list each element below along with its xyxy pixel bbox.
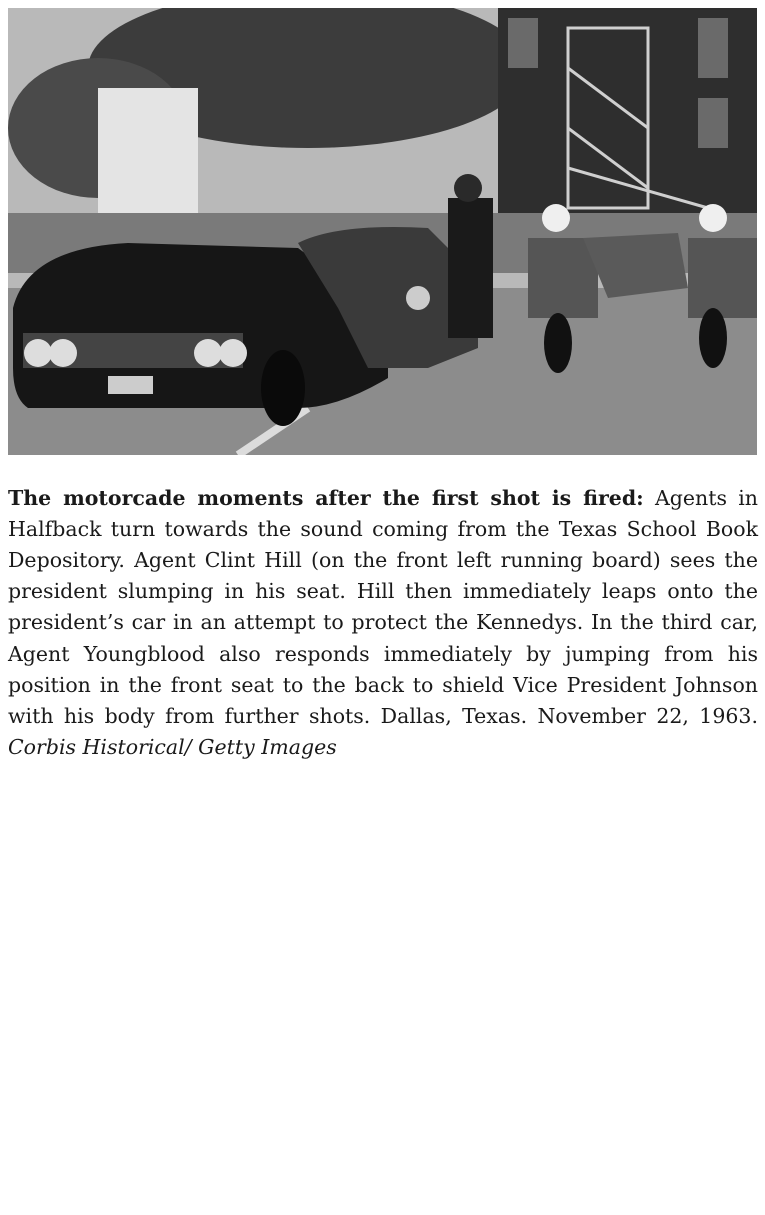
caption-credit: Corbis Historical/ Getty Images [8, 735, 337, 760]
motorcade-photo [8, 8, 757, 455]
caption-body: Agents in Halfback turn towards the sound coming from the Texas School Book Depository. Agent Clint Hill (on the front left running board) sees the president slumping in his seat. Hill then immediately leaps onto the president’s car in an attempt to protect the Kennedys. In the third car, Agent Youngblood also responds immediately by jumping from his position in the front seat to the back to shield Vice President Johnson with his body from further shots. Dallas, Texas. November 22, 1963. [8, 485, 759, 728]
photo-caption [8, 483, 758, 764]
motorcade-photo-drawing [8, 8, 757, 455]
caption-lead: The motorcade moments after the first shot is fired: [8, 485, 644, 510]
